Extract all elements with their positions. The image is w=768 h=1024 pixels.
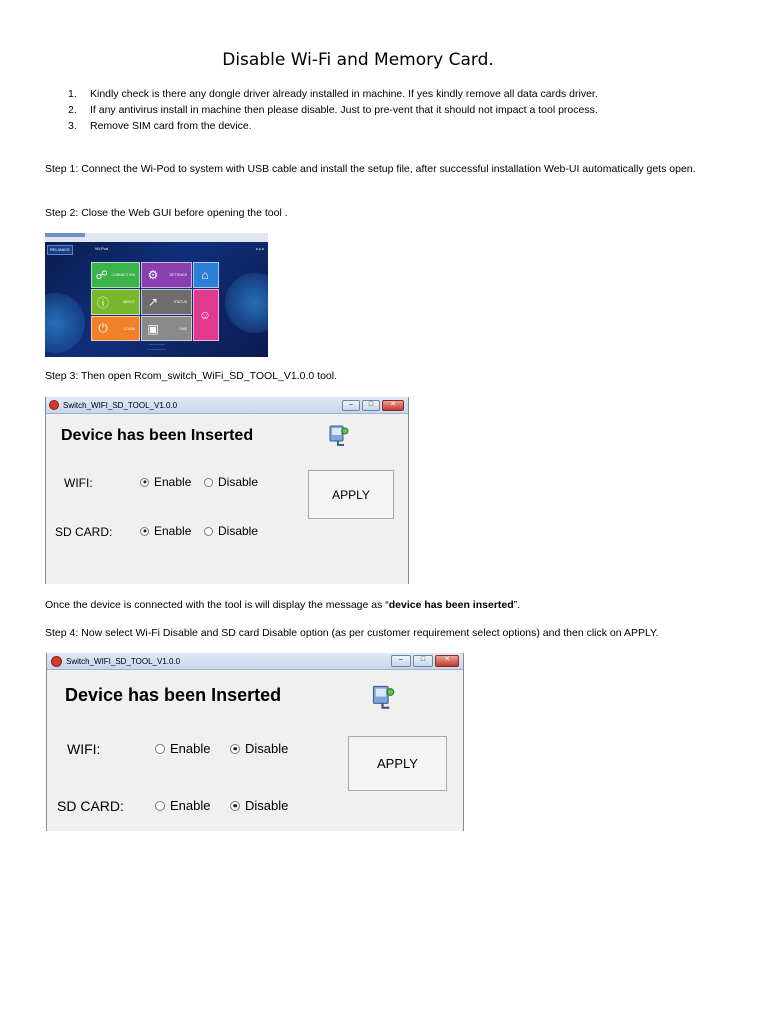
apply-button[interactable]: APPLY [308, 470, 394, 519]
step-1-text: Step 1: Connect the Wi-Pod to system with USB cable and install the setup file, after successful installation Web-UI automatically gets open. [45, 163, 696, 175]
tile-home-page[interactable] [193, 262, 219, 288]
window-title-bar[interactable] [47, 653, 463, 670]
background-glow [225, 273, 268, 333]
wifi-disable-radio[interactable]: Disable [230, 741, 288, 756]
close-button[interactable]: ✕ [435, 655, 459, 667]
gear-icon: ⚙ [147, 268, 159, 282]
sd-disable-radio[interactable]: Disable [230, 798, 288, 813]
prerequisite-list [68, 86, 598, 134]
radio-unselected[interactable] [204, 478, 213, 487]
reliance-logo: RELIANCE [47, 245, 73, 255]
tile-connection[interactable]: ☍ CONNECTION [91, 262, 140, 288]
radio-selected[interactable] [140, 527, 149, 536]
radio-selected[interactable] [230, 801, 240, 811]
radio-unselected[interactable] [155, 744, 165, 754]
chart-icon: ↗ [147, 295, 159, 309]
sd-card-label: SD CARD: [57, 798, 124, 814]
tool-window-disabled [46, 653, 464, 831]
step-3-text: Step 3: Then open Rcom_switch_WiFi_SD_TOOL_V1.0.0 tool. [45, 370, 338, 382]
wifi-disable-radio[interactable]: Disable [204, 475, 258, 489]
apply-button[interactable]: APPLY [348, 736, 447, 791]
radio-unselected[interactable] [155, 801, 165, 811]
list-item: 2. If any antivirus install in machine then please disable. Just to pre-vent that it should not impact a tool process. [68, 104, 598, 116]
save-icon: ▣ [147, 321, 159, 336]
tile-about[interactable]: ⓘ ABOUT [91, 289, 140, 315]
minimize-button[interactable]: – [391, 655, 411, 667]
window-title-bar[interactable] [46, 397, 408, 414]
tile-my-services[interactable] [193, 289, 219, 341]
info-icon: ⓘ [96, 295, 109, 310]
step-4-text: Step 4: Now select Wi-Fi Disable and SD card Disable option (as per customer requirement select options) and then click on APPLY. [45, 627, 659, 639]
app-icon [49, 400, 59, 410]
sd-enable-radio[interactable]: Enable [140, 524, 191, 538]
wifi-label: WIFI: [67, 741, 101, 757]
step-2-text: Step 2: Close the Web GUI before opening the tool . [45, 207, 288, 219]
browser-tab [45, 233, 85, 237]
footer-text: ————— [149, 342, 164, 346]
power-icon: ⏻ [98, 321, 108, 335]
status-heading: Device has been Inserted [65, 685, 282, 705]
window-title: Switch_WIFI_SD_TOOL_V1.0.0 [66, 656, 181, 666]
list-item: 1. Kindly check is there any dongle driver already installed in machine. If yes kindly remove all data cards driver. [68, 88, 598, 100]
sd-disable-radio[interactable]: Disable [204, 524, 258, 538]
footer-text: —————— [147, 347, 166, 351]
wifi-enable-radio[interactable]: Enable [140, 475, 191, 489]
product-name: Wi-Pod [95, 246, 109, 251]
device-icon [326, 423, 350, 447]
web-gui-screenshot [45, 233, 268, 357]
radio-selected[interactable] [230, 744, 240, 754]
tile-settings[interactable]: ⚙ SETTINGS [141, 262, 192, 288]
maximize-button[interactable]: □ [362, 400, 380, 411]
list-item: 3. Remove SIM card from the device. [68, 120, 252, 132]
close-button[interactable]: ✕ [382, 400, 404, 411]
status-icons: ● ● ● [255, 247, 264, 251]
network-icon: ☍ [95, 268, 108, 282]
connection-note: Once the device is connected with the tool is will display the message as “device has been inserted”. [45, 599, 521, 611]
page-title: Disable Wi-Fi and Memory Card. [222, 50, 494, 70]
users-icon: ☺ [198, 308, 212, 322]
device-icon [369, 683, 396, 710]
radio-selected[interactable] [140, 478, 149, 487]
home-icon: ⌂ [201, 268, 209, 282]
tile-login[interactable]: ⏻ LOGIN [91, 316, 140, 341]
radio-unselected[interactable] [204, 527, 213, 536]
sd-enable-radio[interactable]: Enable [155, 798, 210, 813]
app-icon [51, 656, 62, 667]
wifi-enable-radio[interactable]: Enable [155, 741, 210, 756]
wifi-label: WIFI: [64, 476, 93, 490]
minimize-button[interactable]: – [342, 400, 360, 411]
window-title: Switch_WIFI_SD_TOOL_V1.0.0 [63, 400, 178, 410]
sd-card-label: SD CARD: [55, 525, 113, 539]
status-heading: Device has been Inserted [61, 427, 254, 444]
tile-status[interactable]: ↗ STATUS [141, 289, 192, 315]
tool-window-initial [45, 397, 409, 584]
maximize-button[interactable]: □ [413, 655, 433, 667]
tile-sms[interactable]: ▣ SMS [141, 316, 192, 341]
